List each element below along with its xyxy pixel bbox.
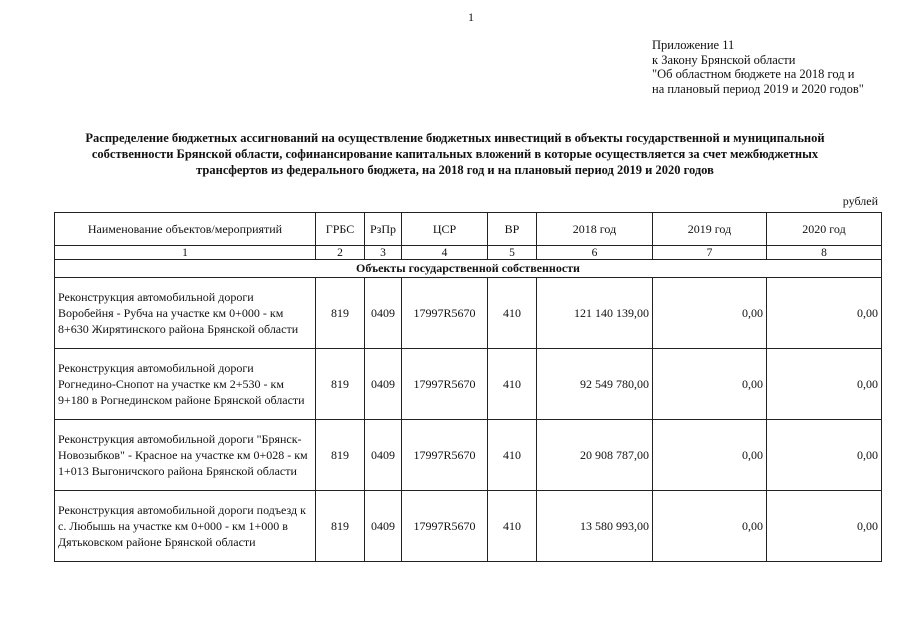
budget-table bbox=[54, 212, 882, 562]
grbs-cell: 819 bbox=[316, 420, 365, 491]
amount-2020: 0,00 bbox=[767, 278, 882, 349]
header-grbs: ГРБС bbox=[316, 213, 365, 246]
header-rzpr: РзПр bbox=[365, 213, 402, 246]
table-row bbox=[55, 420, 882, 491]
units-label: рублей bbox=[842, 194, 878, 208]
appendix-line: к Закону Брянской области bbox=[652, 52, 796, 67]
amount-2020: 0,00 bbox=[767, 491, 882, 562]
column-number: 7 bbox=[653, 246, 767, 260]
rzpr-cell: 0409 bbox=[365, 278, 402, 349]
title-line: Распределение бюджетных ассигнований на осуществление бюджетных инвестиций в объекты государственной и муниципальной bbox=[85, 131, 825, 145]
appendix-line: "Об областном бюджете на 2018 год и bbox=[652, 67, 855, 81]
header-2018: 2018 год bbox=[537, 213, 653, 246]
column-number: 2 bbox=[316, 246, 365, 260]
table-header-row bbox=[55, 213, 882, 246]
csr-cell: 17997R5670 bbox=[402, 349, 488, 420]
object-name: Реконструкция автомобильной дороги Рогнедино-Снопот на участке км 2+530 - км 9+180 в Рогнединском районе Брянской области bbox=[55, 349, 316, 420]
amount-2019: 0,00 bbox=[653, 491, 767, 562]
grbs-cell: 819 bbox=[316, 491, 365, 562]
table-row bbox=[55, 278, 882, 349]
column-number: 1 bbox=[55, 246, 316, 260]
column-number: 4 bbox=[402, 246, 488, 260]
vr-cell: 410 bbox=[488, 420, 537, 491]
vr-cell: 410 bbox=[488, 278, 537, 349]
object-name: Реконструкция автомобильной дороги подъезд к с. Любышь на участке км 0+000 - км 1+000 в Дятьковском районе Брянской области bbox=[55, 491, 316, 562]
title-line: трансфертов из федерального бюджета, на 2018 год и на плановый период 2019 и 2020 годов bbox=[196, 163, 714, 177]
section-title: Объекты государственной собственности bbox=[55, 260, 882, 278]
object-name: Реконструкция автомобильной дороги "Брянск-Новозыбков" - Красное на участке км 0+028 - км 1+013 Выгоничского района Брянской области bbox=[55, 420, 316, 491]
header-vr: ВР bbox=[488, 213, 537, 246]
column-number: 3 bbox=[365, 246, 402, 260]
page-number: 1 bbox=[468, 10, 474, 24]
column-number: 5 bbox=[488, 246, 537, 260]
rzpr-cell: 0409 bbox=[365, 420, 402, 491]
grbs-cell: 819 bbox=[316, 349, 365, 420]
amount-2019: 0,00 bbox=[653, 420, 767, 491]
column-number: 6 bbox=[537, 246, 653, 260]
amount-2018: 13 580 993,00 bbox=[537, 491, 653, 562]
header-2020: 2020 год bbox=[767, 213, 882, 246]
amount-2019: 0,00 bbox=[653, 349, 767, 420]
column-number: 8 bbox=[767, 246, 882, 260]
amount-2020: 0,00 bbox=[767, 349, 882, 420]
csr-cell: 17997R5670 bbox=[402, 278, 488, 349]
amount-2018: 92 549 780,00 bbox=[537, 349, 653, 420]
header-2019: 2019 год bbox=[653, 213, 767, 246]
column-number-row bbox=[55, 246, 882, 260]
vr-cell: 410 bbox=[488, 491, 537, 562]
rzpr-cell: 0409 bbox=[365, 491, 402, 562]
amount-2018: 20 908 787,00 bbox=[537, 420, 653, 491]
table-row bbox=[55, 349, 882, 420]
object-name: Реконструкция автомобильной дороги Воробейня - Рубча на участке км 0+000 - км 8+630 Жирятинского района Брянской области bbox=[55, 278, 316, 349]
section-row bbox=[55, 260, 882, 278]
csr-cell: 17997R5670 bbox=[402, 420, 488, 491]
appendix-note bbox=[652, 38, 864, 96]
document-title bbox=[60, 130, 850, 178]
rzpr-cell: 0409 bbox=[365, 349, 402, 420]
table-row bbox=[55, 491, 882, 562]
title-line: собственности Брянской области, софинансирование капитальных вложений в которые осуществляется за счет межбюджетных bbox=[91, 147, 819, 161]
vr-cell: 410 bbox=[488, 349, 537, 420]
csr-cell: 17997R5670 bbox=[402, 491, 488, 562]
header-name: Наименование объектов/мероприятий bbox=[55, 213, 316, 246]
appendix-line: Приложение 11 bbox=[652, 38, 735, 52]
amount-2018: 121 140 139,00 bbox=[537, 278, 653, 349]
amount-2019: 0,00 bbox=[653, 278, 767, 349]
header-csr: ЦСР bbox=[402, 213, 488, 246]
appendix-line: на плановый период 2019 и 2020 годов" bbox=[652, 81, 864, 96]
grbs-cell: 819 bbox=[316, 278, 365, 349]
amount-2020: 0,00 bbox=[767, 420, 882, 491]
